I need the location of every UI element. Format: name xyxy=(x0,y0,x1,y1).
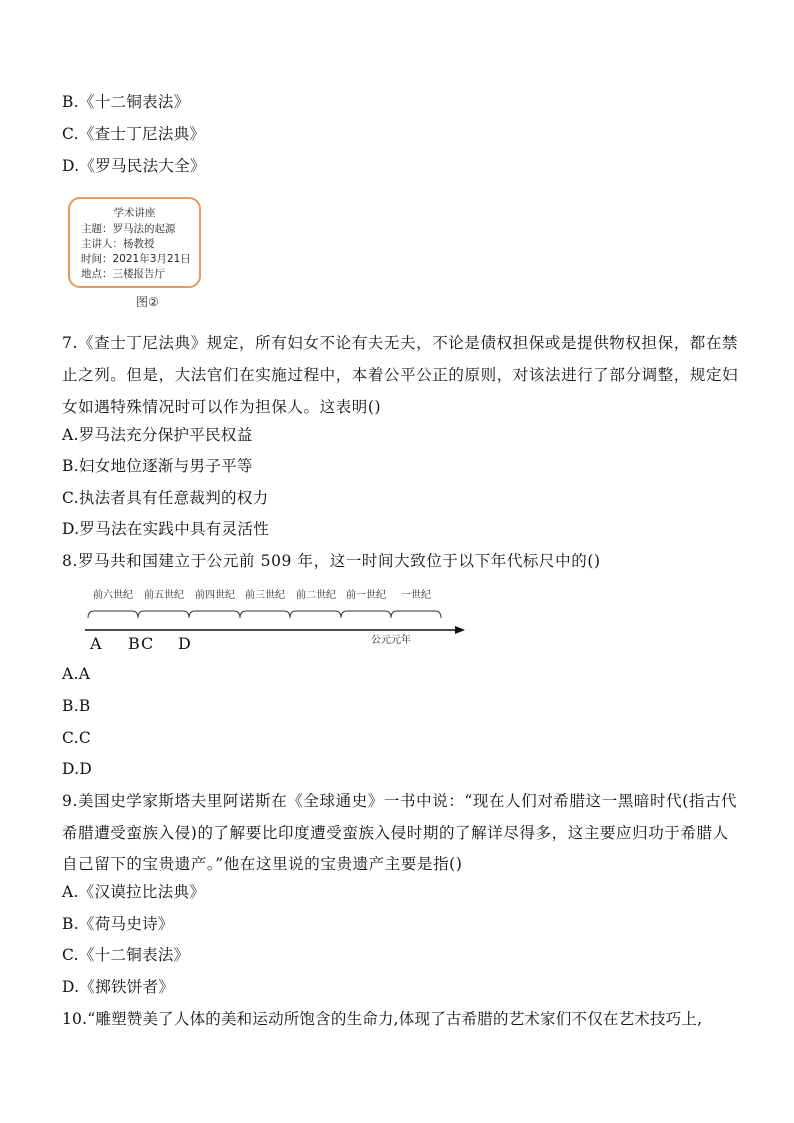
option-b: B.《十二铜表法》 xyxy=(62,93,190,111)
century-bracket xyxy=(391,611,441,618)
century-label: 前四世纪 xyxy=(195,590,235,601)
q7-option-c: C.执法者具有任意裁判的权力 xyxy=(62,489,269,507)
q8-option-d: D.D xyxy=(62,760,93,778)
century-bracket xyxy=(189,611,240,618)
q7-option-a: A.罗马法充分保护平民权益 xyxy=(62,426,253,444)
century-bracket xyxy=(88,611,138,618)
marker-d: D xyxy=(178,634,191,653)
figure-caption: 图② xyxy=(136,295,159,309)
q8-option-c: C.C xyxy=(62,729,91,747)
q9-option-b: B.《荷马史诗》 xyxy=(62,915,174,933)
lecture-notice-figure xyxy=(68,197,201,288)
century-bracket xyxy=(290,611,341,618)
century-bracket xyxy=(240,611,290,618)
option-c: C.《查士丁尼法典》 xyxy=(62,125,206,143)
q7-stem-line-1: 7.《查士丁尼法典》规定，所有妇女不论有夫无夫，不论是债权担保或是提供物权担保，都在禁 xyxy=(62,334,739,352)
q8-option-a: A.A xyxy=(62,665,91,683)
figure-row-place: 地点：三楼报告厅 xyxy=(81,268,165,280)
q7-option-b: B.妇女地位逐渐与男子平等 xyxy=(62,457,253,475)
q9-stem-line-3: 自己留下的宝贵遗产。”他在这里说的宝贵遗产主要是指() xyxy=(62,855,463,873)
q9-option-d: D.《掷铁饼者》 xyxy=(62,978,175,996)
century-bracket xyxy=(138,611,189,618)
century-label: 前六世纪 xyxy=(93,590,133,601)
timeline-ruler xyxy=(80,583,472,653)
q7-option-d: D.罗马法在实践中具有灵活性 xyxy=(62,520,270,538)
figure-row-topic: 主题：罗马法的起源 xyxy=(81,223,176,235)
q9-stem-line-2: 希腊遭受蛮族入侵)的了解要比印度遭受蛮族入侵时期的了解详尽得多，这主要应归功于希腊人 xyxy=(62,824,729,842)
option-d: D.《罗马民法大全》 xyxy=(62,157,206,175)
century-label: 前二世纪 xyxy=(296,590,336,601)
century-label: 前五世纪 xyxy=(144,590,184,601)
q7-stem-line-2: 止之列。但是，大法官们在实施过程中，本着公平公正的原则，对该法进行了部分调整，规定妇 xyxy=(62,366,739,384)
q9-option-a: A.《汉谟拉比法典》 xyxy=(62,883,206,901)
marker-b: B xyxy=(128,634,140,653)
marker-a: A xyxy=(90,634,102,653)
q8-option-b: B.B xyxy=(62,697,91,715)
century-label: 前一世纪 xyxy=(346,590,386,601)
figure-row-time: 时间：2021年3月21日 xyxy=(81,253,191,265)
century-bracket xyxy=(341,611,391,618)
q9-stem-line-1: 9.美国史学家斯塔夫里阿诺斯在《全球通史》一书中说：“现在人们对希腊这一黑暗时代(指古代 xyxy=(62,792,738,810)
century-label: 一世纪 xyxy=(401,590,431,601)
q8-stem: 8.罗马共和国建立于公元前 509 年，这一时间大致位于以下年代标尺中的() xyxy=(62,552,601,570)
q7-stem-line-3: 女如遇特殊情况时可以作为担保人。这表明() xyxy=(62,398,382,416)
q10-stem-line-1: 10.“雕塑赞美了人体的美和运动所饱含的生命力,体现了古希腊的艺术家们不仅在艺术技巧上, xyxy=(62,1010,703,1028)
axis-label: 公元元年 xyxy=(371,635,411,646)
figure-row-speaker: 主讲人：杨教授 xyxy=(81,238,155,250)
axis-arrow xyxy=(455,626,465,634)
century-label: 前三世纪 xyxy=(245,590,285,601)
q9-option-c: C.《十二铜表法》 xyxy=(62,946,190,964)
figure-title: 学术讲座 xyxy=(113,207,156,219)
marker-c: C xyxy=(141,634,154,653)
